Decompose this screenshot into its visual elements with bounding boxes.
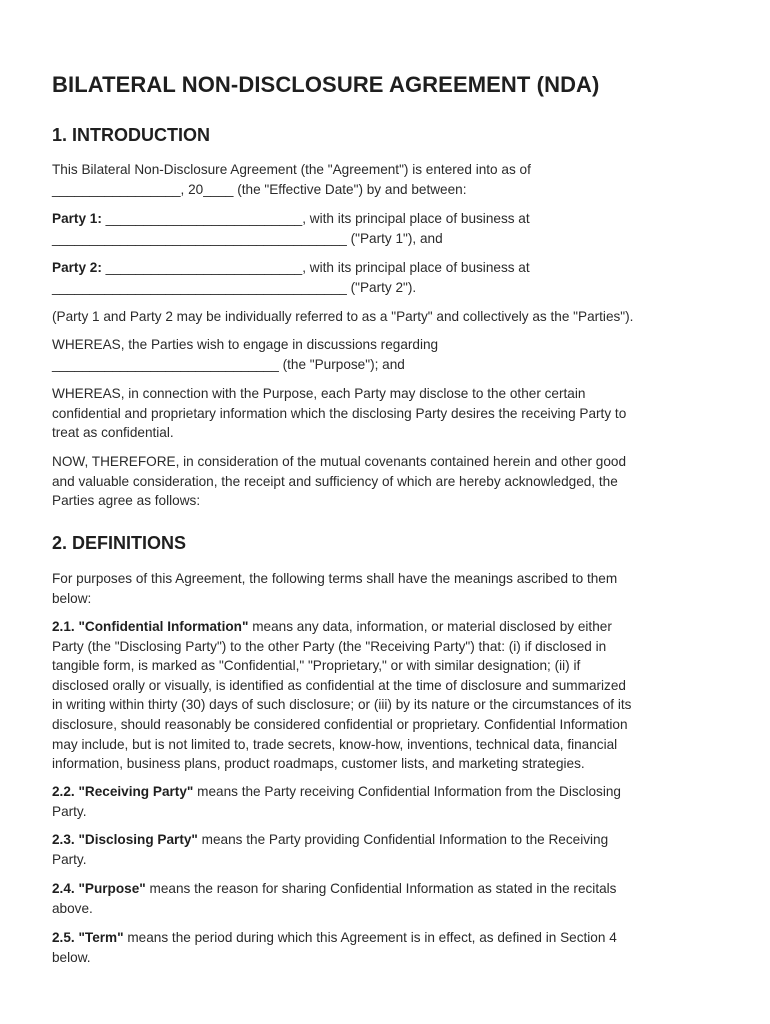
paragraph-line: ______________________________ (the "Purpose"); and bbox=[52, 356, 405, 372]
whereas-disclosure-paragraph bbox=[52, 384, 722, 443]
section-heading-introduction: 1. INTRODUCTION bbox=[52, 125, 211, 145]
paragraph-line: treat as confidential. bbox=[52, 425, 174, 441]
paragraph-line: below. bbox=[52, 949, 91, 965]
definition-confidential-information bbox=[52, 617, 722, 774]
definition-term bbox=[52, 928, 722, 967]
party-1-paragraph bbox=[52, 209, 722, 248]
paragraph-line: (Party 1 and Party 2 may be individually referred to as a "Party" and collectively as the "Parties"). bbox=[52, 309, 634, 324]
paragraph-line: NOW, THEREFORE, in consideration of the mutual covenants contained herein and other good bbox=[52, 454, 627, 469]
definition-term-label: 2.4. "Purpose" bbox=[52, 881, 146, 896]
intro-paragraph bbox=[52, 160, 722, 199]
definition-term-label: 2.5. "Term" bbox=[52, 930, 124, 945]
paragraph-line: means the Party providing Confidential Information to the Receiving bbox=[197, 832, 609, 847]
paragraph-line: Party. bbox=[52, 851, 87, 867]
paragraph-line: means any data, information, or material disclosed by either bbox=[248, 619, 612, 634]
paragraph-line: information, business plans, product roadmaps, customer lists, and marketing strategies. bbox=[52, 756, 585, 772]
paragraph-line: means the reason for sharing Confidential Information as stated in the recitals bbox=[145, 881, 617, 896]
party-2-label: Party 2: bbox=[52, 260, 102, 275]
paragraph-line: This Bilateral Non-Disclosure Agreement (the "Agreement") is entered into as of bbox=[52, 162, 531, 177]
paragraph-line: For purposes of this Agreement, the following terms shall have the meanings ascribed to them bbox=[52, 571, 618, 586]
paragraph-line: means the Party receiving Confidential Information from the Disclosing bbox=[193, 784, 621, 799]
paragraph-line: tangible form, is marked as "Confidential," "Proprietary," or with similar designation; (ii) if bbox=[52, 658, 581, 674]
paragraph-line: WHEREAS, the Parties wish to engage in discussions regarding bbox=[52, 337, 439, 352]
party-1-label: Party 1: bbox=[52, 211, 102, 226]
paragraph-line: __________________________, with its principal place of business at bbox=[101, 211, 530, 226]
definition-term-label: 2.1. "Confidential Information" bbox=[52, 619, 249, 634]
paragraph-line: __________________________, with its principal place of business at bbox=[101, 260, 530, 275]
paragraph-line: in writing within thirty (30) days of such disclosure; or (iii) by its nature or the circumstances of its bbox=[52, 697, 632, 713]
paragraph-line: _______________________________________ ("Party 1"), and bbox=[52, 230, 443, 246]
definition-disclosing-party bbox=[52, 830, 722, 869]
definition-purpose bbox=[52, 879, 722, 918]
paragraph-line: confidential and proprietary information which the disclosing Party desires the receiving Party to bbox=[52, 405, 627, 421]
document-title: BILATERAL NON-DISCLOSURE AGREEMENT (NDA) bbox=[52, 72, 600, 97]
paragraph-line: WHEREAS, in connection with the Purpose, each Party may disclose to the other certain bbox=[52, 386, 586, 401]
paragraph-line: _________________, 20____ (the "Effective Date") by and between: bbox=[52, 181, 467, 197]
paragraph-line: and valuable consideration, the receipt and sufficiency of which are hereby acknowledged, the bbox=[52, 473, 618, 489]
definitions-intro-paragraph bbox=[52, 569, 722, 608]
parties-definition-paragraph bbox=[52, 307, 722, 327]
definition-term-label: 2.2. "Receiving Party" bbox=[52, 784, 194, 799]
paragraph-line: disclosure, should reasonably be considered confidential or proprietary. Confidential Information bbox=[52, 716, 628, 732]
paragraph-line: above. bbox=[52, 900, 93, 916]
whereas-purpose-paragraph bbox=[52, 335, 722, 374]
paragraph-line: Parties agree as follows: bbox=[52, 493, 201, 509]
paragraph-line: may include, but is not limited to, trade secrets, know-how, inventions, technical data, financial bbox=[52, 736, 618, 752]
definition-term-label: 2.3. "Disclosing Party" bbox=[52, 832, 198, 847]
paragraph-line: below: bbox=[52, 590, 92, 606]
now-therefore-paragraph bbox=[52, 452, 722, 511]
paragraph-line: Party. bbox=[52, 803, 87, 819]
section-heading-definitions: 2. DEFINITIONS bbox=[52, 533, 187, 553]
paragraph-line: Party (the "Disclosing Party") to the other Party (the "Receiving Party") that: (i) if disclosed in bbox=[52, 638, 607, 654]
paragraph-line: means the period during which this Agreement is in effect, as defined in Section 4 bbox=[123, 930, 617, 945]
party-2-paragraph bbox=[52, 258, 722, 297]
paragraph-line: disclosed orally or visually, is identified as confidential at the time of disclosure and summarized bbox=[52, 677, 626, 693]
definition-receiving-party bbox=[52, 782, 722, 821]
paragraph-line: _______________________________________ ("Party 2"). bbox=[52, 279, 417, 295]
